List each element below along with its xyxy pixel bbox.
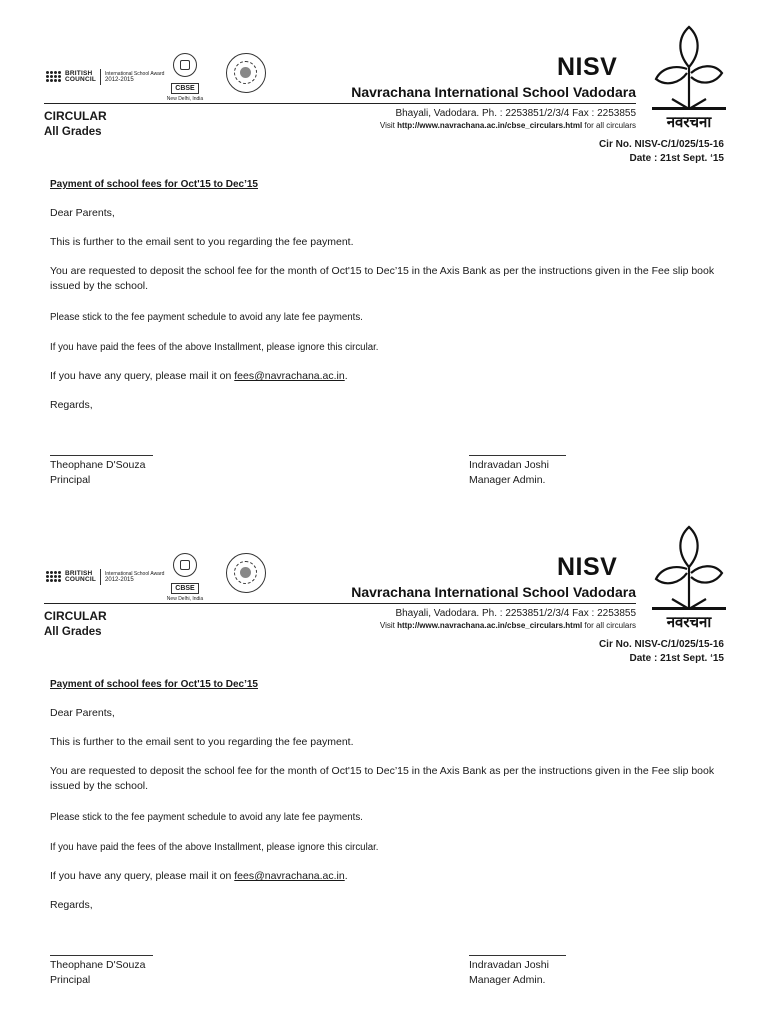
bc-name-line2: COUNCIL — [65, 76, 97, 83]
paragraph-3: Please stick to the fee payment schedule to avoid any late fee payments. — [50, 812, 363, 823]
cbse-logo — [164, 53, 206, 102]
circular-number: Cir No. NISV-C/1/025/15-16 — [598, 139, 724, 150]
manager-title: Manager Admin. — [469, 474, 546, 486]
subject-line: Payment of school fees for Oct'15 to Dec’15 — [50, 179, 258, 190]
british-council-dots-icon — [46, 71, 62, 83]
cbse-emblem-icon — [173, 53, 197, 77]
school-address: Bhayali, Vadodara. Ph. : 2253851/2/3/4 Fax : 2253855 — [395, 608, 636, 619]
british-council-logo — [46, 569, 164, 585]
cbse-label: CBSE — [171, 83, 198, 94]
principal-name: Theophane D'Souza — [50, 459, 146, 471]
cbse-city: New Delhi, India — [166, 596, 204, 602]
signature-principal — [50, 955, 153, 988]
school-name: Navrachana International School Vadodara — [351, 584, 636, 600]
manager-name: Indravadan Joshi — [469, 459, 549, 471]
paragraph-1: This is further to the email sent to you regarding the fee payment. — [50, 236, 354, 248]
bc-separator — [100, 69, 101, 85]
circular-copy-2 — [0, 500, 770, 1000]
cbse-city: New Delhi, India — [166, 96, 204, 102]
signature-manager — [469, 955, 566, 988]
circular-copy-1 — [0, 0, 770, 500]
circulars-link[interactable]: http://www.navrachana.ac.in/cbse_circulars.html — [397, 621, 583, 630]
accreditation-seal-icon — [226, 553, 266, 593]
query-text: If you have any query, please mail it on — [50, 370, 232, 382]
signature-principal — [50, 455, 153, 488]
cbse-emblem-icon — [173, 553, 197, 577]
cbse-label: CBSE — [171, 583, 198, 594]
british-council-logo — [46, 69, 164, 85]
british-council-dots-icon — [46, 571, 62, 583]
paragraph-1: This is further to the email sent to you regarding the fee payment. — [50, 736, 354, 748]
circular-label: CIRCULAR — [44, 109, 107, 123]
principal-title: Principal — [50, 474, 91, 486]
bc-award-years: 2012-2015 — [105, 577, 134, 583]
navrachana-hindi-wordmark: नवरचना — [666, 614, 712, 631]
nisv-logo-text: NISV — [557, 553, 618, 581]
school-name: Navrachana International School Vadodara — [351, 84, 636, 100]
circular-date: Date : 21st Sept. ‘15 — [629, 653, 724, 664]
closing: Regards, — [50, 399, 93, 411]
visit-line — [380, 121, 636, 130]
salutation: Dear Parents, — [50, 207, 115, 219]
bc-separator — [100, 569, 101, 585]
subject-line: Payment of school fees for Oct'15 to Dec’15 — [50, 679, 258, 690]
header-rule — [44, 103, 636, 104]
grades-label: All Grades — [44, 126, 102, 138]
signature-line — [469, 955, 566, 956]
accreditation-seal-icon — [226, 53, 266, 93]
signature-line — [469, 455, 566, 456]
visit-suffix: for all circulars — [584, 121, 636, 130]
bc-name-line1: BRITISH — [65, 569, 93, 577]
salutation: Dear Parents, — [50, 707, 115, 719]
visit-line — [380, 621, 636, 630]
fees-email-link[interactable]: fees@navrachana.ac.in — [234, 370, 345, 382]
bc-award-text: International School Award — [105, 570, 165, 577]
principal-name: Theophane D'Souza — [50, 959, 146, 971]
bc-name-line1: BRITISH — [65, 69, 93, 77]
paragraph-5 — [50, 869, 720, 884]
paragraph-3: Please stick to the fee payment schedule to avoid any late fee payments. — [50, 312, 363, 323]
cbse-logo — [164, 553, 206, 602]
query-text: If you have any query, please mail it on — [50, 870, 232, 882]
navrachana-hindi-wordmark: नवरचना — [666, 114, 712, 131]
visit-prefix: Visit — [379, 621, 395, 630]
paragraph-2: You are requested to deposit the school fee for the month of Oct'15 to Dec’15 in the Axis Bank as per the instructions given in the Fee slip book issued by the school. — [50, 765, 715, 792]
bc-award-text: International School Award — [105, 70, 165, 77]
paragraph-4: If you have paid the fees of the above Installment, please ignore this circular. — [50, 342, 379, 353]
circular-label: CIRCULAR — [44, 609, 107, 623]
signature-manager — [469, 455, 566, 488]
paragraph-4: If you have paid the fees of the above Installment, please ignore this circular. — [50, 842, 379, 853]
closing: Regards, — [50, 899, 93, 911]
query-period: . — [344, 870, 348, 882]
school-address: Bhayali, Vadodara. Ph. : 2253851/2/3/4 Fax : 2253855 — [395, 108, 636, 119]
bc-award-years: 2012-2015 — [105, 77, 134, 83]
query-period: . — [344, 370, 348, 382]
grades-label: All Grades — [44, 626, 102, 638]
visit-suffix: for all circulars — [584, 621, 636, 630]
header-rule — [44, 603, 636, 604]
principal-title: Principal — [50, 974, 91, 986]
visit-prefix: Visit — [379, 121, 395, 130]
signature-line — [50, 455, 153, 456]
circular-number: Cir No. NISV-C/1/025/15-16 — [598, 639, 724, 650]
paragraph-5 — [50, 369, 720, 384]
manager-title: Manager Admin. — [469, 974, 546, 986]
fees-email-link[interactable]: fees@navrachana.ac.in — [234, 870, 345, 882]
signature-line — [50, 955, 153, 956]
paragraph-2: You are requested to deposit the school fee for the month of Oct'15 to Dec’15 in the Axis Bank as per the instructions given in the Fee slip book issued by the school. — [50, 265, 715, 292]
circular-date: Date : 21st Sept. ‘15 — [629, 153, 724, 164]
bc-name-line2: COUNCIL — [65, 576, 97, 583]
manager-name: Indravadan Joshi — [469, 959, 549, 971]
nisv-logo-text: NISV — [557, 53, 618, 81]
circulars-link[interactable]: http://www.navrachana.ac.in/cbse_circulars.html — [397, 121, 583, 130]
